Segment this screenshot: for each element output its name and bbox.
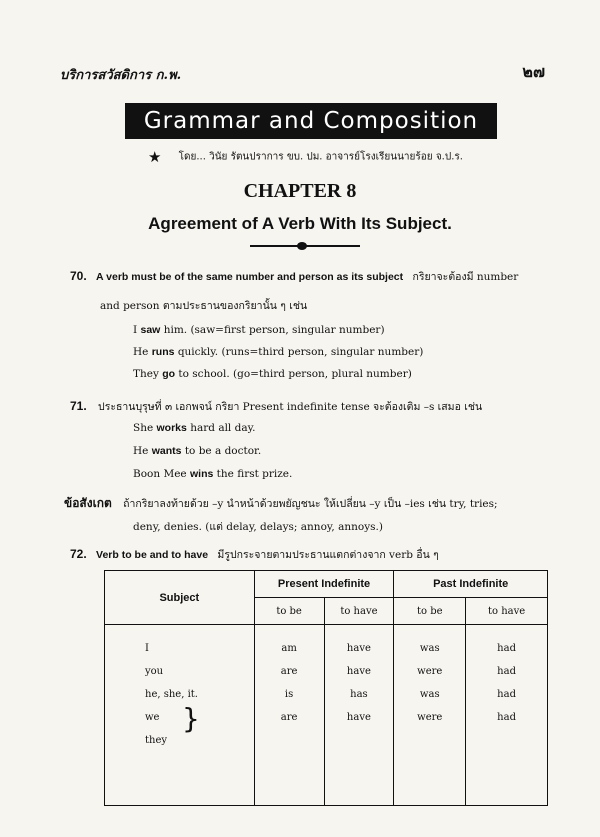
present-be-column (254, 625, 324, 806)
rule-70-line2: and person ตามประธานของกริยานั้น ๆ เช่น (100, 300, 308, 312)
rule-text: ประธานบุรุษที่ ๓ เอกพจน์ กริยา Present indefinite tense จะต้องเติม –s เสมอ เช่น (98, 401, 483, 413)
example-verb: runs (151, 346, 175, 358)
chapter-subtitle: Agreement of A Verb With Its Subject. (148, 214, 452, 233)
example-line (133, 324, 385, 336)
example-verb: wants (151, 445, 182, 457)
note-line2: deny, denies. (แต่ delay, delays; annoy, annoys.) (133, 521, 383, 533)
table-cell: had (497, 643, 516, 654)
example-line (133, 445, 261, 457)
star-icon: ★ (148, 148, 162, 166)
example-verb: go (162, 368, 176, 380)
table-cell: are (280, 666, 298, 677)
example-post: to school. (go=third person, plural number) (175, 368, 412, 380)
example-line (133, 468, 292, 480)
table-cell: I (145, 643, 149, 654)
table-cell: have (346, 643, 371, 654)
example-pre: Boon Mee (133, 468, 190, 480)
example-post: hard all day. (186, 422, 256, 434)
sub-header: to be (254, 598, 324, 625)
example-pre: He (133, 346, 152, 358)
sub-header: to have (466, 598, 548, 625)
subject-header: Subject (105, 571, 255, 625)
rule-number: 70. (70, 269, 87, 283)
table-cell: am (281, 643, 297, 654)
example-pre: He (133, 445, 152, 457)
example-post: to be a doctor. (181, 445, 262, 457)
table-cell: is (284, 689, 294, 700)
example-pre: I (133, 324, 141, 336)
example-pre: They (133, 368, 163, 380)
table-cell: they (145, 735, 168, 746)
past-have-column (466, 625, 548, 806)
byline-text: โดย... วินัย รัตนปราการ ขบ. ปม. อาจารย์โรงเรียนนายร้อย จ.ป.ร. (178, 151, 463, 163)
present-indefinite-header: Present Indefinite (254, 571, 394, 598)
past-indefinite-header: Past Indefinite (394, 571, 548, 598)
brace-symbol: } (182, 702, 200, 735)
table-cell: were (417, 666, 443, 677)
decorative-divider (250, 245, 360, 247)
example-pre: She (133, 422, 157, 434)
example-post: him. (saw=first person, singular number) (160, 324, 385, 336)
table-cell: are (280, 712, 298, 723)
note-label: ข้อสังเกต (64, 496, 112, 510)
rule-text-th: กริยาจะต้องมี number (412, 271, 519, 283)
example-verb: works (156, 422, 187, 434)
example-post: the first prize. (213, 468, 293, 480)
rule-text-en: Verb to be and to have (96, 549, 209, 561)
past-be-column (394, 625, 466, 806)
rule-71 (70, 398, 482, 415)
rule-text-th: มีรูปกระจายตามประธานแตกต่างจาก verb อื่น ๆ (217, 549, 439, 561)
example-verb: saw (140, 324, 161, 336)
table-cell: had (497, 712, 516, 723)
page-number: ๒๗ (522, 62, 545, 81)
table-cell: you (145, 666, 164, 677)
section-banner: Grammar and Composition (125, 103, 497, 139)
rule-72 (70, 546, 439, 563)
table-cell: was (419, 689, 440, 700)
table-cell: had (497, 666, 516, 677)
note-text: ถ้ากริยาลงท้ายด้วย –y นำหน้าด้วยพยัญชนะ ให้เปลี่ยน –y เป็น –ies เช่น try, tries; (123, 498, 498, 510)
example-line (133, 422, 255, 434)
rule-number: 71. (70, 399, 87, 413)
table-cell: he, she, it. (145, 689, 198, 700)
byline (148, 148, 463, 166)
running-header: บริการสวัสดิการ ก.พ. (60, 68, 182, 83)
table-cell: we (145, 712, 160, 723)
table-cell: has (350, 689, 368, 700)
table-cell: have (346, 712, 371, 723)
table-cell: had (497, 689, 516, 700)
chapter-title: CHAPTER 8 (243, 180, 357, 202)
table-cell: have (346, 666, 371, 677)
table-cell: was (419, 643, 440, 654)
subject-column (105, 625, 255, 806)
conjugation-table (104, 570, 548, 806)
rule-number: 72. (70, 547, 87, 561)
sub-header: to be (394, 598, 466, 625)
example-line (133, 346, 423, 358)
table-cell: were (417, 712, 443, 723)
example-line (133, 368, 412, 380)
sub-header: to have (324, 598, 394, 625)
example-post: quickly. (runs=third person, singular number) (174, 346, 424, 358)
note (64, 494, 498, 513)
example-verb: wins (189, 468, 214, 480)
rule-text-en: A verb must be of the same number and person as its subject (96, 271, 404, 283)
present-have-column (324, 625, 394, 806)
rule-70 (70, 268, 518, 285)
